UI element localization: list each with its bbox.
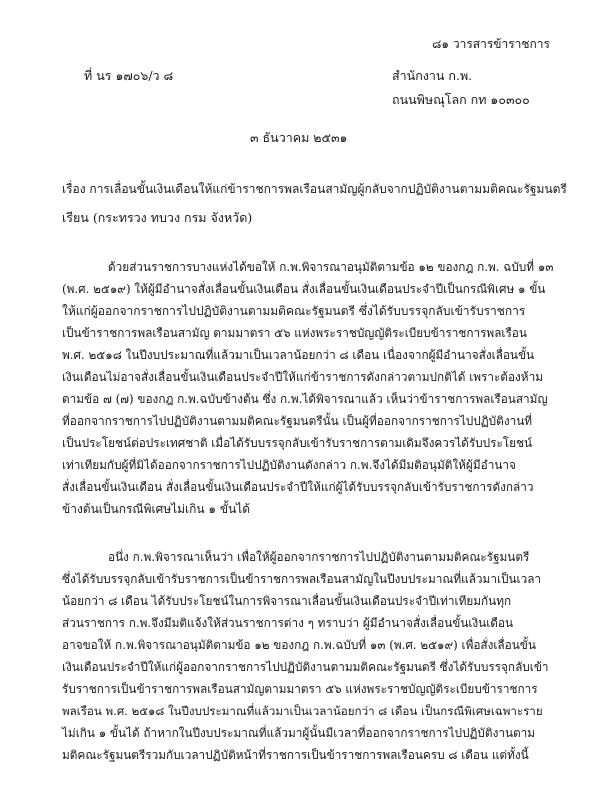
paragraph-line: มติคณะรัฐมนตรีรวมกับเวลาปฏิบัติหน้าที่ราชการเป็นข้าราชการพลเรือนครบ ๘ เดือน แต่ทั้งนี้	[62, 748, 529, 762]
paragraph-line: ด้วยส่วนราชการบางแห่งได้ขอให้ ก.พ.พิจารณาอนุมัติตามข้อ ๑๒ ของกฎ ก.พ. ฉบับที่ ๑๓	[108, 260, 554, 274]
office-name: สำนักงาน ก.พ.	[392, 68, 473, 83]
paragraph-line: พลเรือน พ.ศ. ๒๕๑๘ ในปีงบประมาณที่แล้วมาเป็นเวลาน้อยกว่า ๘ เดือน เป็นกรณีพิเศษเฉพาะราย	[62, 704, 543, 718]
letter-subject: เรื่อง การเลื่อนขั้นเงินเดือนให้แก่ข้าราชการพลเรือนสามัญผู้กลับจากปฏิบัติงานตามมติคณะรัฐมนตรี	[62, 182, 567, 196]
letter-date: ๓ ธันวาคม ๒๕๓๑	[250, 130, 348, 145]
paragraph-line: ที่ออกจากราชการไปปฏิบัติงานตามมติคณะรัฐมนตรีนั้น เป็นผู้ที่ออกจากราชการไปปฏิบัติงานที่	[62, 414, 533, 428]
document-number: ที่ นร ๑๗๐๖/ว ๘	[84, 68, 174, 83]
paragraph-line: เงินเดือนไม่อาจสั่งเลื่อนขั้นเงินเดือนประจำปีให้แก่ข้าราชการดังกล่าวตามปกติได้ เพราะต้องห้าม	[62, 370, 543, 384]
paragraph-line: พ.ศ. ๒๕๑๘ ในปีงบประมาณที่แล้วมาเป็นเวลาน้อยกว่า ๘ เดือน เนื่องจากผู้มีอำนาจสั่งเลื่อนขั้น	[62, 348, 535, 362]
paragraph-line: เป็นประโยชน์ต่อประเทศชาติ เมื่อได้รับบรรจุกลับเข้ารับราชการตามเดิมจึงควรได้รับประโยชน์	[62, 436, 533, 450]
paragraph-line: อาจขอให้ ก.พ.พิจารณาอนุมัติตามข้อ ๑๒ ของกฎ ก.พ.ฉบับที่ ๑๓ (พ.ศ. ๒๕๑๙) เพื่อสั่งเลื่อนขั้น	[62, 638, 536, 652]
paragraph-line: เป็นข้าราชการพลเรือนสามัญ ตามมาตรา ๕๖ แห่งพระราชบัญญัติระเบียบข้าราชการพลเรือน	[62, 326, 527, 340]
paragraph-line: สั่งเลื่อนขั้นเงินเดือน สั่งเลื่อนขั้นเงินเดือนประจำปีให้แก่ผู้ได้รับบรรจุกลับเข้ารับราชการดังกล่าว	[62, 480, 534, 494]
paragraph-line: รับราชการเป็นข้าราชการพลเรือนสามัญตามมาตรา ๕๖ แห่งพระราชบัญญัติระเบียบข้าราชการ	[62, 682, 538, 696]
paragraph-line: ข้างต้นเป็นกรณีพิเศษไม่เกิน ๑ ขั้นได้	[62, 502, 251, 516]
paragraph-line: ไม่เกิน ๑ ขั้นได้ ถ้าหากในปีงบประมาณที่แล้วมาผู้นั้นมีเวลาที่ออกจากราชการไปปฏิบัติงานตาม	[62, 726, 536, 740]
paragraph-line: ซึ่งได้รับบรรจุกลับเข้ารับราชการเป็นข้าราชการพลเรือนสามัญในปีงบประมาณที่แล้วมาเป็นเวลา	[62, 572, 542, 586]
paragraph-line: (พ.ศ. ๒๕๑๙) ให้ผู้มีอำนาจสั่งเลื่อนขั้นเงินเดือน สั่งเลื่อนขั้นเงินเดือนประจำปีเป็นกรณีพิเศษ ๑ ขั้น	[62, 282, 546, 296]
paragraph-line: เงินเดือนประจำปีให้แก่ผู้ออกจากราชการไปปฏิบัติงานตามมติคณะรัฐมนตรี ซึ่งได้รับบรรจุกลับเข้า	[62, 660, 549, 674]
paragraph-line: น้อยกว่า ๘ เดือน ได้รับประโยชน์ในการพิจารณาเลื่อนขั้นเงินเดือนประจำปีเท่าเทียมกันทุก	[62, 594, 512, 608]
page-header: ๘๑ วารสารข้าราชการ	[432, 37, 550, 51]
paragraph-line: อนึ่ง ก.พ.พิจารณาเห็นว่า เพื่อให้ผู้ออกจากราชการไปปฏิบัติงานตามมติคณะรัฐมนตรี	[108, 550, 530, 564]
office-address: ถนนพิษณุโลก กท ๑๐๓๐๐	[392, 92, 530, 107]
paragraph-line: ส่วนราชการ ก.พ.จึงมีมติแจ้งให้ส่วนราชการต่าง ๆ ทราบว่า ผู้มีอำนาจสั่งเลื่อนขั้นเงินเดือน	[62, 616, 514, 630]
letter-recipient: เรียน (กระทรวง ทบวง กรม จังหวัด)	[62, 210, 253, 225]
paragraph-line: ให้แก่ผู้ออกจากราชการไปปฏิบัติงานตามมติคณะรัฐมนตรี ซึ่งได้รับบรรจุกลับเข้ารับราชการ	[62, 304, 526, 318]
paragraph-line: ตามข้อ ๗ (๗) ของกฎ ก.พ.ฉบับข้างต้น ซึ่ง ก.พ.ได้พิจารณาแล้ว เห็นว่าข้าราชการพลเรือนสามัญ	[62, 392, 548, 406]
paragraph-line: เท่าเทียมกับผู้ที่มิได้ออกจากราชการไปปฏิบัติงานดังกล่าว ก.พ.จึงได้มีมติอนุมัติให้ผู้มีอำนาจ	[62, 458, 516, 472]
